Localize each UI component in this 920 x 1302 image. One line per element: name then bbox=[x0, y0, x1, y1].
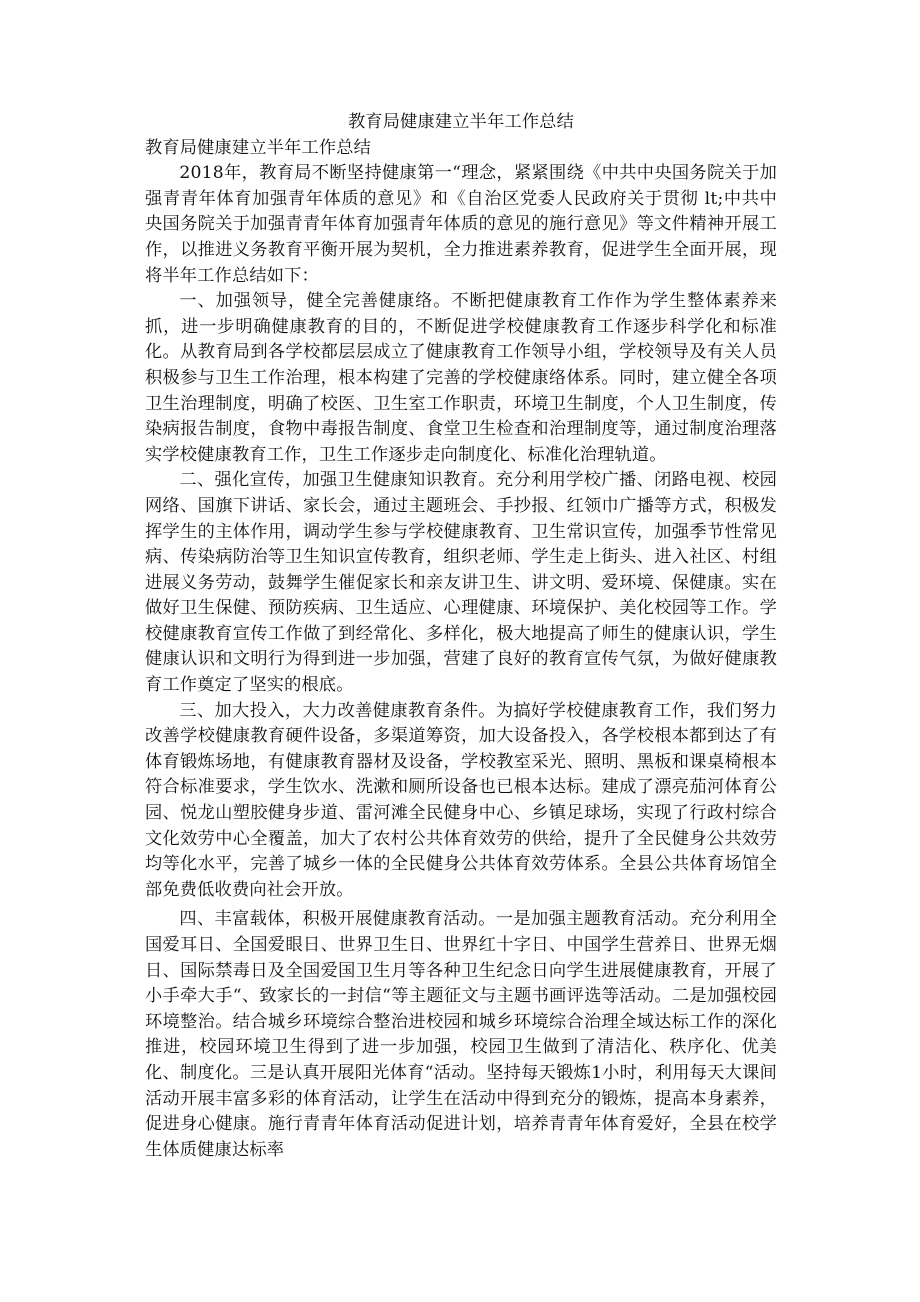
paragraph-section-1: 一、加强领导，健全完善健康络。不断把健康教育工作作为学生整体素养来抓，进一步明确健康教育的目的，不断促进学校健康教育工作逐步科学化和标准化。从教育局到各学校都层层成立了健康教育工作领导小组，学校领导及有关人员积极参与卫生工作治理，根本构建了完善的学校健康络体系。同时，建立健全各项卫生治理制度，明确了校医、卫生室工作职责，环境卫生制度，个人卫生制度，传染病报告制度，食物中毒报告制度、食堂卫生检查和治理制度等，通过制度治理落实学校健康教育工作，卫生工作逐步走向制度化、标准化治理轨道。 bbox=[145, 291, 777, 465]
paragraph-intro: 2018年，教育局不断坚持健康第一“理念，紧紧围绕《中共中央国务院关于加强青青年体育加强青年体质的意见》和《自治区党委人民政府关于贯彻 lt;中共中央国务院关于加强青青年体育加强青年体质的意见的施行意见》等文件精神开展工作，以推进义务教育平衡开展为契机，全力推进素养教育，促进学生全面开展，现将半年工作总结如下： bbox=[145, 163, 777, 286]
paragraph-section-4: 四、丰富载体，积极开展健康教育活动。一是加强主题教育活动。充分利用全国爱耳日、全国爱眼日、世界卫生日、世界红十字日、中国学生营养日、世界无烟日、国际禁毒日及全国爱国卫生月等各种卫生纪念日向学生进展健康教育，开展了小手牵大手“、致家长的一封信“等主题征文与主题书画评选等活动。二是加强校园环境整治。结合城乡环境综合整治进校园和城乡环境综合治理全域达标工作的深化推进，校园环境卫生得到了进一步加强，校园卫生做到了清洁化、秩序化、优美化、制度化。三是认真开展阳光体育“活动。坚持每天锻炼1小时，利用每天大课间活动开展丰富多彩的体育活动，让学生在活动中得到充分的锻炼，提高本身素养，促进身心健康。施行青青年体育活动促进计划，培养青青年体育爱好，全县在校学生体质健康达标率 bbox=[145, 909, 777, 1160]
paragraph-section-3: 三、加大投入，大力改善健康教育条件。为搞好学校健康教育工作，我们努力改善学校健康教育硬件设备，多渠道筹资，加大设备投入，各学校根本都到达了有体育锻炼场地，有健康教育器材及设备，学校教室采光、照明、黑板和课桌椅根本符合标准要求，学生饮水、洗漱和厕所设备也已根本达标。建成了漂亮茄河体育公园、悦龙山塑胶健身步道、雷河滩全民健身中心、乡镇足球场，实现了行政村综合文化效劳中心全覆盖，加大了农村公共体育效劳的供给，提升了全民健身公共效劳均等化水平，完善了城乡一体的全民健身公共体育效劳体系。全县公共体育场馆全部免费低收费向社会开放。 bbox=[145, 700, 777, 900]
paragraph-section-2: 二、强化宣传，加强卫生健康知识教育。充分利用学校广播、闭路电视、校园网络、国旗下讲话、家长会，通过主题班会、手抄报、红领巾广播等方式，积极发挥学生的主体作用，调动学生参与学校健康教育、卫生常识宣传，加强季节性常见病、传染病防治等卫生知识宣传教育，组织老师、学生走上街头、进入社区、村组进展义务劳动，鼓舞学生催促家长和亲友讲卫生、讲文明、爱环境、保健康。实在做好卫生保健、预防疾病、卫生适应、心理健康、环境保护、美化校园等工作。学校健康教育宣传工作做了到经常化、多样化，极大地提高了师生的健康认识，学生健康认识和文明行为得到进一步加强，营建了良好的教育宣传气氛，为做好健康教育工作奠定了坚实的根底。 bbox=[145, 470, 777, 696]
document-page bbox=[145, 110, 777, 1163]
document-subtitle: 教育局健康建立半年工作总结 bbox=[145, 137, 372, 158]
document-title: 教育局健康建立半年工作总结 bbox=[347, 112, 575, 132]
